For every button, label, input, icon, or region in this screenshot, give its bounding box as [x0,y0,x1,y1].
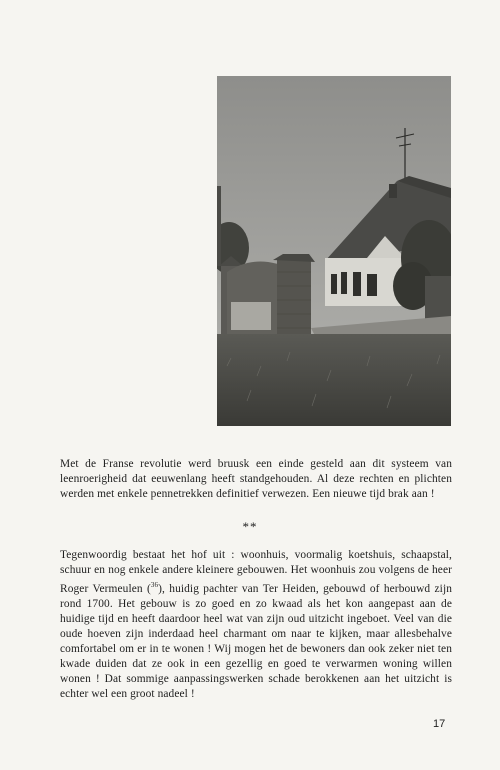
paragraph-text: Met de Franse revolutie werd bruusk een einde gesteld aan dit systeem van leenroerigheid dat eeuwenlang heeft standgehouden. Al deze rechten en plichten werden met enkele pennetrekken definitief verwezen. Een nieuwe tijd brak aan ! [60,458,452,500]
footnote-reference: 36 [150,581,159,589]
page-number: 17 [433,718,446,730]
paragraph-text: Tegenwoordig bestaat het hof uit : woonhuis, voormalig koetshuis, schaapstal, schuur en nog enkele andere kleinere gebouwen. Het woonhuis zou volgens de heer Roger Vermeulen ($^{36}$), huidig pachter van Ter Heiden, gebouwd of herbouwd zijn rond 1700. Het gebouw is zo goed en zo kwaad als het kon aangepast aan de huidige tijd en heeft daardoor heel wat van zijn oud uitzicht ingeboet. Veel van die oude hoeven zijn inderdaad heel charmant om naar te kijken, maar allesbehalve comfortabel om er in te wonen ! Wij mogen het de bewoners dan ook zeker niet ten kwade duiden dat ze ook in een gezellig en goed te verwarmen woning willen wonen ! Dat sommige aanpassingswerken schade berokkenen aan het uitzicht is echter wel een groot nadeel ! [60,549,453,700]
paragraph-current-state [60,548,452,702]
section-separator: ** [242,519,258,534]
paragraph-text-start: Tegenwoordig bestaat het hof uit : woonhuis, voormalig koetshuis, schaapstal, schuur en nog enkele andere kleinere gebouwen. Het woonhuis zou volgens de heer Roger Vermeulen [60,549,452,595]
paragraph-french-revolution [60,457,452,502]
paragraph-text-end: huidig pachter van Ter Heiden, gebouwd of herbouwd zijn rond 1700. Het gebouw is zo goed en zo kwaad als het kon aangepast aan de huidige tijd en heeft daardoor heel wat van zijn oud uitzicht ingeboet. Veel van die oude hoeven zijn inderdaad heel charmant om naar te kijken, maar allesbehalve comfortabel om er in te wonen ! Wij mogen het de bewoners dan ook zeker niet ten kwade duiden dat ze ook in een gezellig en goed te verwarmen woning willen wonen ! Dat sommige aanpassingswerken schade berokkenen aan het uitzicht is echter wel een groot nadeel ! [60,582,453,700]
farmhouse-photo [217,76,451,426]
